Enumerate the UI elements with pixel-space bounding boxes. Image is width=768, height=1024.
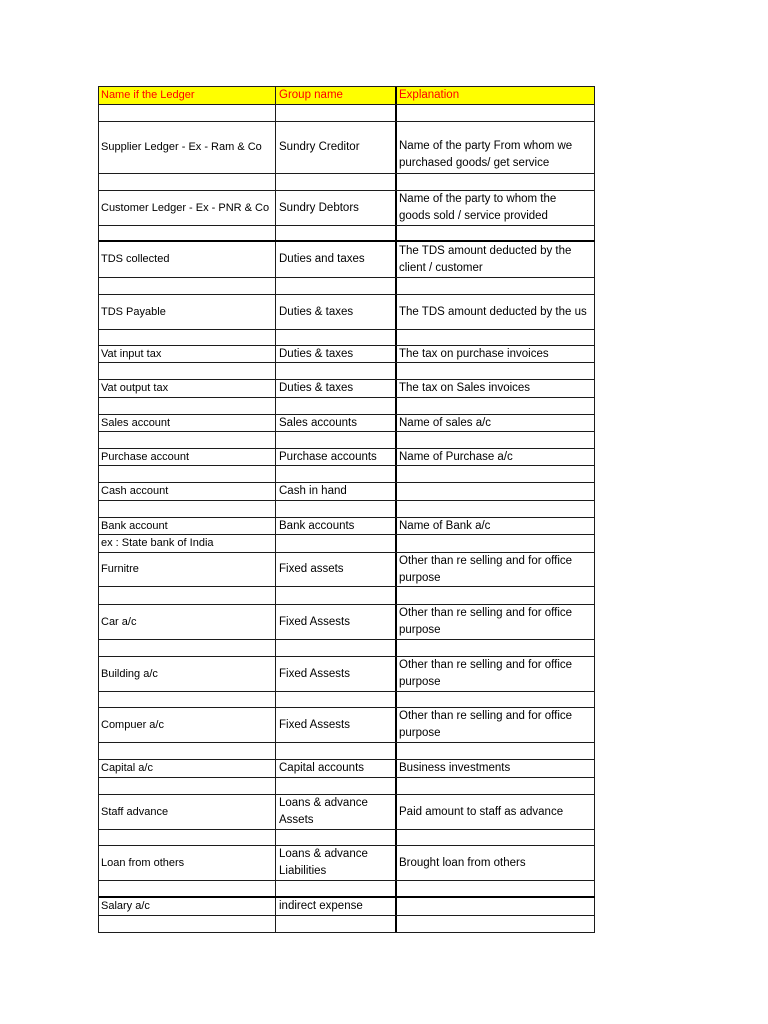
cell-text: Purchase account xyxy=(101,450,190,463)
empty-cell xyxy=(397,916,595,932)
table-row xyxy=(99,295,595,330)
cell-text: Vat input tax xyxy=(101,347,162,360)
cell-text: The TDS amount deducted by the us xyxy=(399,305,587,318)
cell-text: indirect expense xyxy=(279,900,363,912)
cell-text: Fixed Assests xyxy=(279,615,350,628)
empty-cell xyxy=(397,778,595,794)
cell-text: Purchase accounts xyxy=(279,450,377,463)
explanation-cell xyxy=(397,657,595,691)
ledger-name-cell xyxy=(99,518,276,534)
cell-text: Fixed Assests xyxy=(279,667,350,680)
blank-row xyxy=(99,692,595,708)
empty-cell xyxy=(397,587,595,604)
cell-text-line: Liabilities xyxy=(279,865,327,877)
group-name-cell xyxy=(276,415,397,431)
empty-cell xyxy=(397,881,595,896)
group-name-cell xyxy=(276,346,397,362)
table-row xyxy=(99,898,595,916)
empty-cell xyxy=(276,432,397,448)
cell-text: Fixed assets xyxy=(279,563,344,575)
blank-row xyxy=(99,587,595,605)
cell-text-line: purchased goods/ get service xyxy=(399,157,550,169)
empty-cell xyxy=(99,743,276,759)
cell-text: Staff advance xyxy=(101,805,169,818)
cell-text: Name of Bank a/c xyxy=(399,519,491,532)
cell-text-line: Other than re selling and for office xyxy=(399,710,573,722)
empty-cell xyxy=(397,398,595,414)
cell-text-line: The TDS amount deducted by the xyxy=(399,244,572,257)
empty-cell xyxy=(397,278,595,294)
empty-cell xyxy=(276,916,397,932)
group-name-cell xyxy=(276,380,397,397)
cell-text: TDS Payable xyxy=(101,305,166,318)
cell-text: Capital accounts xyxy=(279,762,365,774)
cell-text: Salary a/c xyxy=(101,900,150,912)
cell-text: Vat output tax xyxy=(101,382,169,394)
explanation-cell xyxy=(397,242,595,277)
cell-text: Sundry Debtors xyxy=(279,201,359,214)
empty-cell xyxy=(276,278,397,294)
cell-text: Supplier Ledger - Ex - Ram & Co xyxy=(101,141,262,153)
cell-text: Cash in hand xyxy=(279,485,347,497)
ledger-name-cell xyxy=(99,657,276,691)
empty-cell xyxy=(276,174,397,190)
group-name-cell xyxy=(276,449,397,465)
cell-text: Name of Purchase a/c xyxy=(399,450,513,463)
ledger-name-cell xyxy=(99,191,276,225)
group-name-cell xyxy=(276,760,397,777)
cell-text-line: Other than re selling and for office xyxy=(399,554,573,567)
cell-text-line: purpose xyxy=(399,571,441,584)
empty-cell xyxy=(99,398,276,414)
blank-row xyxy=(99,363,595,380)
empty-cell xyxy=(397,226,595,240)
empty-cell xyxy=(397,432,595,448)
empty-cell xyxy=(99,692,276,707)
cell-text: Duties and taxes xyxy=(279,253,365,265)
ledger-name-cell xyxy=(99,553,276,586)
empty-cell xyxy=(276,640,397,656)
empty-cell xyxy=(276,363,397,379)
table-row xyxy=(99,242,595,278)
blank-row xyxy=(99,501,595,518)
table-row xyxy=(99,605,595,640)
blank-row xyxy=(99,432,595,449)
explanation-cell xyxy=(397,346,595,362)
blank-row xyxy=(99,778,595,795)
empty-cell xyxy=(99,174,276,190)
empty-cell xyxy=(99,640,276,656)
cell-text-line: Name of the party to whom the xyxy=(399,193,557,205)
header-row xyxy=(99,87,595,105)
group-name-cell xyxy=(276,898,397,915)
empty-cell xyxy=(99,587,276,604)
empty-cell xyxy=(276,501,397,517)
blank-row xyxy=(99,916,595,933)
blank-row xyxy=(99,105,595,122)
empty-cell xyxy=(397,466,595,482)
ledger-name-cell xyxy=(99,898,276,915)
ledger-name-cell xyxy=(99,380,276,397)
blank-row xyxy=(99,881,595,898)
group-name-cell xyxy=(276,518,397,534)
table-row xyxy=(99,191,595,226)
cell-text: Paid amount to staff as advance xyxy=(399,805,564,818)
explanation-cell xyxy=(397,518,595,534)
ledger-name-cell xyxy=(99,415,276,431)
empty-cell xyxy=(99,466,276,482)
explanation-cell xyxy=(397,415,595,431)
group-name-cell xyxy=(276,657,397,691)
table-row xyxy=(99,415,595,432)
ledger-name-cell xyxy=(99,122,276,173)
header-label: Explanation xyxy=(399,89,460,101)
cell-text: ex : State bank of India xyxy=(101,537,214,549)
cell-text: Cash account xyxy=(101,485,169,497)
cell-text: Sales account xyxy=(101,416,171,429)
empty-cell xyxy=(397,174,595,190)
cell-text: Furnitre xyxy=(101,563,139,575)
blank-row xyxy=(99,743,595,760)
empty-cell xyxy=(99,778,276,794)
cell-text-line: purpose xyxy=(399,676,441,688)
table-row xyxy=(99,553,595,587)
empty-cell xyxy=(397,501,595,517)
cell-text-line: purpose xyxy=(399,624,441,636)
header-cell-explanation xyxy=(397,87,595,104)
explanation-cell xyxy=(397,605,595,639)
explanation-cell xyxy=(397,191,595,225)
group-name-cell xyxy=(276,846,397,880)
group-name-cell xyxy=(276,242,397,277)
explanation-cell xyxy=(397,380,595,397)
cell-text: The tax on Sales invoices xyxy=(399,382,531,394)
group-name-cell xyxy=(276,605,397,639)
table-row xyxy=(99,380,595,398)
table-row xyxy=(99,122,595,174)
group-name-cell xyxy=(276,553,397,586)
group-name-cell xyxy=(276,295,397,329)
group-name-cell xyxy=(276,483,397,500)
ledger-name-cell xyxy=(99,346,276,362)
empty-cell xyxy=(99,432,276,448)
empty-cell xyxy=(276,692,397,707)
cell-text: Car a/c xyxy=(101,615,137,628)
empty-cell xyxy=(276,743,397,759)
cell-text-line: client / customer xyxy=(399,261,483,274)
empty-cell xyxy=(99,105,276,121)
blank-row xyxy=(99,330,595,346)
table-row xyxy=(99,518,595,535)
cell-text: Name of sales a/c xyxy=(399,416,492,429)
cell-text-line: purpose xyxy=(399,727,441,739)
cell-text-line: Loans & advance xyxy=(279,797,368,809)
empty-cell xyxy=(99,363,276,379)
header-cell-ledger xyxy=(99,87,276,104)
empty-cell xyxy=(276,226,397,240)
empty-cell xyxy=(397,363,595,379)
cell-text: Business investments xyxy=(399,762,511,774)
header-cell-group xyxy=(276,87,397,104)
cell-text-line: Loans & advance xyxy=(279,848,368,860)
empty-cell xyxy=(99,830,276,845)
blank-row xyxy=(99,398,595,415)
explanation-cell xyxy=(397,535,595,552)
explanation-cell xyxy=(397,898,595,915)
ledger-table xyxy=(98,86,595,933)
empty-cell xyxy=(99,278,276,294)
table-row xyxy=(99,657,595,692)
empty-cell xyxy=(397,330,595,345)
group-name-cell xyxy=(276,795,397,829)
cell-text-line: Assets xyxy=(279,814,314,826)
table-row xyxy=(99,846,595,881)
empty-cell xyxy=(99,881,276,896)
blank-row xyxy=(99,830,595,846)
empty-cell xyxy=(276,398,397,414)
ledger-name-cell xyxy=(99,535,276,552)
table-row xyxy=(99,795,595,830)
empty-cell xyxy=(276,105,397,121)
blank-row xyxy=(99,278,595,295)
cell-text: Loan from others xyxy=(101,856,185,869)
empty-cell xyxy=(276,466,397,482)
table-row xyxy=(99,483,595,501)
blank-row xyxy=(99,640,595,657)
explanation-cell xyxy=(397,795,595,829)
empty-cell xyxy=(276,881,397,896)
group-name-cell xyxy=(276,535,397,552)
cell-text: Brought loan from others xyxy=(399,856,526,869)
explanation-cell xyxy=(397,483,595,500)
cell-text: Compuer a/c xyxy=(101,718,164,731)
empty-cell xyxy=(99,916,276,932)
empty-cell xyxy=(397,743,595,759)
cell-text: Customer Ledger - Ex - PNR & Co xyxy=(101,201,270,214)
cell-text: Capital a/c xyxy=(101,762,153,774)
ledger-name-cell xyxy=(99,295,276,329)
ledger-name-cell xyxy=(99,846,276,880)
blank-row xyxy=(99,466,595,483)
cell-text: TDS collected xyxy=(101,253,170,265)
empty-cell xyxy=(397,105,595,121)
group-name-cell xyxy=(276,708,397,742)
cell-text-line: goods sold / service provided xyxy=(399,210,548,222)
cell-text-line: Name of the party From whom we xyxy=(399,140,573,152)
explanation-cell xyxy=(397,708,595,742)
header-label: Group name xyxy=(279,89,343,101)
empty-cell xyxy=(276,587,397,604)
cell-text-line: Other than re selling and for office xyxy=(399,659,573,671)
header-label: Name if the Ledger xyxy=(101,89,195,101)
ledger-name-cell xyxy=(99,795,276,829)
cell-text-line: Other than re selling and for office xyxy=(399,607,573,619)
group-name-cell xyxy=(276,122,397,173)
empty-cell xyxy=(397,830,595,845)
explanation-cell xyxy=(397,295,595,329)
ledger-name-cell xyxy=(99,708,276,742)
explanation-cell xyxy=(397,760,595,777)
cell-text: Sundry Creditor xyxy=(279,141,360,153)
empty-cell xyxy=(397,692,595,707)
empty-cell xyxy=(397,640,595,656)
empty-cell xyxy=(99,226,276,240)
cell-text: Duties & taxes xyxy=(279,305,354,318)
empty-cell xyxy=(99,501,276,517)
ledger-name-cell xyxy=(99,242,276,277)
blank-row xyxy=(99,226,595,242)
cell-text: Bank account xyxy=(101,519,168,532)
group-name-cell xyxy=(276,191,397,225)
cell-text: Duties & taxes xyxy=(279,382,354,394)
empty-cell xyxy=(276,778,397,794)
cell-text: Building a/c xyxy=(101,667,158,680)
empty-cell xyxy=(276,830,397,845)
explanation-cell xyxy=(397,449,595,465)
blank-row xyxy=(99,174,595,191)
explanation-cell xyxy=(397,846,595,880)
cell-text: Duties & taxes xyxy=(279,347,354,360)
table-row xyxy=(99,449,595,466)
cell-text: Bank accounts xyxy=(279,519,355,532)
empty-cell xyxy=(276,330,397,345)
table-row xyxy=(99,535,595,553)
cell-text: The tax on purchase invoices xyxy=(399,347,549,360)
ledger-name-cell xyxy=(99,449,276,465)
table-row xyxy=(99,760,595,778)
cell-text: Sales accounts xyxy=(279,416,357,429)
ledger-name-cell xyxy=(99,760,276,777)
explanation-cell xyxy=(397,553,595,586)
explanation-cell xyxy=(397,122,595,173)
ledger-name-cell xyxy=(99,605,276,639)
table-row xyxy=(99,708,595,743)
table-row xyxy=(99,346,595,363)
cell-text: Fixed Assests xyxy=(279,718,350,731)
empty-cell xyxy=(99,330,276,345)
ledger-name-cell xyxy=(99,483,276,500)
